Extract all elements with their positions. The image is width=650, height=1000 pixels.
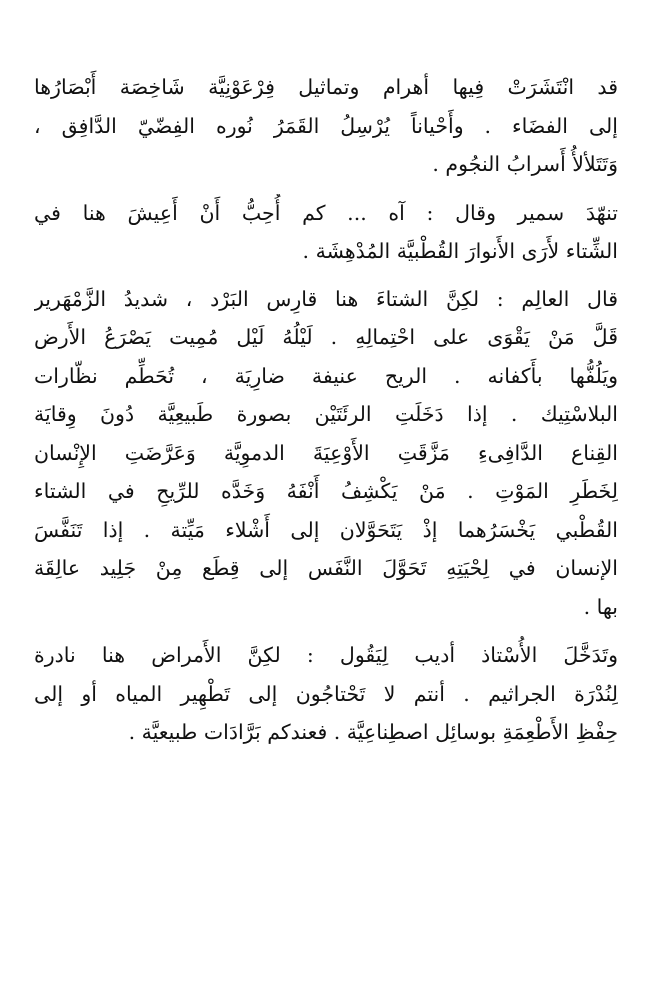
- paragraph-1: [34, 68, 618, 184]
- text-line: القِناع الدَّافِىءِ مَزَّقَتِ الأَوْعِيَةَ الدموِيَّة وَعَرَّضَتِ الإِنْسان: [34, 440, 618, 465]
- text-body: [34, 68, 618, 752]
- text-line: ويَلُفُّها بأَكفانه . الريح عنيفة ضارِيَة ، تُحَطِّم نظّارات: [34, 363, 618, 388]
- text-line: الإنسان في لِحْيَتِهِ تَحَوَّلَ النَّفَس إلى قِطَع مِنْ جَلِيد عالِقَة: [34, 556, 618, 580]
- text-line: البلاسْتِيك . إذا دَخَلَتِ الرئَتَيْن بصورة طَبيعِيَّة دُونَ وِقايَة: [34, 402, 618, 426]
- text-line: قال العالِم : لكِنَّ الشتاءَ هنا قارِس البَرْد ، شديدُ الزَّمْهَرير: [34, 286, 618, 311]
- text-line: إلى الفضَاء . وأَحْياناً يُرْسِلُ القَمَرُ نُوره الفِضّيّ الدَّافِق ،: [34, 113, 618, 138]
- text-line: حِفْظِ الأَطْعِمَةِ بوسائِل اصطِناعِيَّة . فعندكم بَرَّادَات طبيعيَّة .: [128, 720, 618, 744]
- text-line: تنهّدَ سمير وقال : آه ... كم أُحِبُّ أَنْ أَعِيشَ هنا في: [34, 200, 618, 225]
- text-line: لِخَطَرِ المَوْتِ . مَنْ يَكْشِفُ أَنْفَهُ وَخَدَّه للرِّيحِ في الشتاء: [34, 479, 618, 503]
- text-line: القُطْبي يَخْسَرُهما إذْ يَتَحَوَّلان إلى أَشْلاء مَيِّتة . إذا تَنَفَّسَ: [34, 517, 618, 542]
- text-line: بها .: [583, 594, 618, 619]
- text-line: قَلَّ مَنْ يَقْوَى على احْتِمالِهِ . لَيْلُهُ لَيْل مُمِيت يَصْرَعُ الأَرض: [34, 325, 618, 349]
- paragraph-3: [34, 280, 618, 627]
- text-line: قد انْتَشَرَتْ فِيها أهرام وتماثيل فِرْعَوْنِيَّة شَاخِصَة أَبْصَارُها: [34, 75, 618, 99]
- text-line: الشِّتاء لأَرَى الأَنوارَ القُطْبيَّة المُدْهِشَة .: [302, 239, 618, 263]
- text-line: وَتَتَلألأُ أَسرابُ النجُوم .: [432, 152, 618, 176]
- text-line: لِنُدْرَة الجراثيم . أنتم لا تَحْتاجُون إلى تَطْهِير المياه أو إلى: [34, 681, 618, 706]
- paragraph-2: [34, 194, 618, 271]
- paragraph-gap: [34, 626, 618, 636]
- paragraph-gap: [34, 271, 618, 280]
- text-line: وتَدَخَّلَ الأُسْتاذ أديب لِيَقُول : لكِنَّ الأَمراض هنا نادرة: [34, 643, 618, 667]
- paragraph-4: [34, 636, 618, 752]
- paragraph-gap: [34, 184, 618, 194]
